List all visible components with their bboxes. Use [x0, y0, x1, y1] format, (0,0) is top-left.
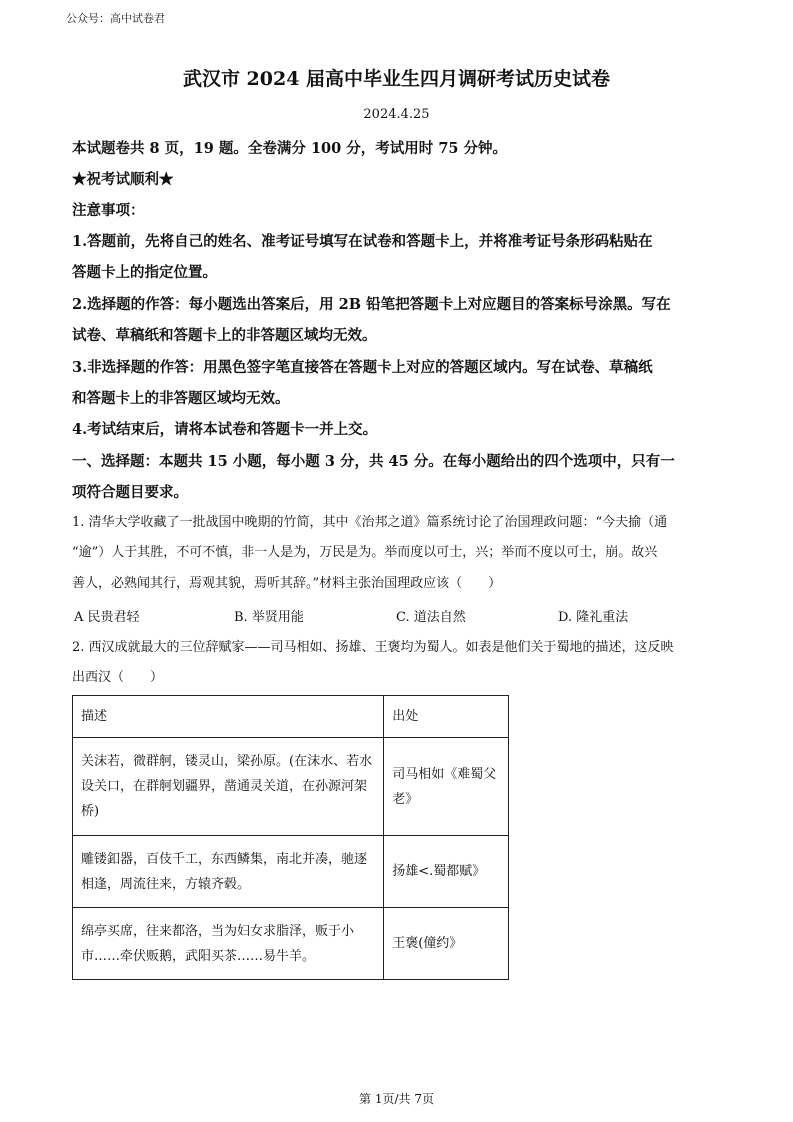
q1-option-c: C. 道法自然 — [396, 610, 466, 625]
notice-1b: 答题卡上的指定位置。 — [72, 264, 217, 281]
table-row — [73, 738, 509, 836]
q2-line-2: 出西汉（ ） — [72, 670, 164, 685]
table-row — [73, 836, 509, 908]
notice-4: 4.考试结束后，请将本试卷和答题卡一并上交。 — [72, 421, 378, 438]
q1-line-1: 1. 清华大学收藏了一批战国中晚期的竹简，其中《治邦之道》篇系统讨论了治国理政问题：“今夫揄（通 — [72, 515, 668, 530]
table-header-row — [73, 696, 509, 738]
table-row — [73, 908, 509, 980]
q1-option-a: A 民贵君轻 — [74, 610, 140, 625]
notice-2b: 试卷、草稿纸和答题卡上的非答题区域均无效。 — [72, 327, 377, 344]
exam-title: 武汉市 2024 届高中毕业生四月调研考试历史试卷 — [182, 68, 611, 90]
table-cell-source: 王褒(僮约》 — [384, 908, 509, 980]
q1-line-2: “逾”）人于其胜，不可不慎，非一人是为，万民是为。举而度以可士，兴；举而不度以可士，崩。故兴 — [72, 545, 658, 560]
q1-line-3: 善人，必熟闻其行，焉观其貌，焉听其辞。”材料主张治国理政应该（ ） — [72, 576, 502, 591]
source-table — [72, 695, 509, 980]
table-header-source: 出处 — [384, 696, 509, 738]
table-cell-source: 扬雄<.蜀都赋》 — [384, 836, 509, 908]
section1-heading-a: 一、选择题：本题共 15 小题，每小题 3 分，共 45 分。在每小题给出的四个选项中，只有一 — [72, 453, 675, 470]
notice-2a: 2.选择题的作答：每小题选出答案后，用 2B 铅笔把答题卡上对应题目的答案标号涂黑。写在 — [72, 296, 671, 313]
page-footer: 第 1页/共 7页 — [359, 1092, 434, 1106]
q1-option-d: D. 隆礼重法 — [558, 610, 629, 625]
table-header-desc: 描述 — [73, 696, 384, 738]
table-cell-desc: 雕镂釦器，百伎千工，东西鳞集，南北并凑，驰逐相逢，周流往来，方辕齐毂。 — [73, 836, 384, 908]
exam-date: 2024.4.25 — [363, 107, 430, 122]
q1-option-b: B. 举贤用能 — [234, 610, 304, 625]
section1-heading-b: 项符合题目要求。 — [72, 484, 188, 501]
notice-3b: 和答题卡上的非答题区域均无效。 — [72, 390, 290, 407]
table-cell-desc: 绵亭买席，往来都洛，当为妇女求脂泽，贩于小市……牵伏贩鹅，武阳买茶……易牛羊。 — [73, 908, 384, 980]
notice-1a: 1.答题前，先将自己的姓名、准考证号填写在试卷和答题卡上，并将准考证号条形码粘贴在 — [72, 233, 653, 250]
table-cell-desc: 关沫若，微群舸，镂灵山，梁孙原。(在沫水、若水设关口，在群舸划疆界，凿通灵关道，在孙源河架桥) — [73, 738, 384, 836]
header-note: 公众号：高中试卷君 — [66, 12, 165, 25]
notice-heading: 注意事项： — [72, 202, 145, 219]
intro-line-2: ★祝考试顺利★ — [72, 171, 174, 188]
notice-3a: 3.非选择题的作答：用黑色签字笔直接答在答题卡上对应的答题区域内。写在试卷、草稿纸 — [72, 359, 653, 376]
q2-line-1: 2. 西汉成就最大的三位辞赋家——司马相如、扬雄、王褒均为蜀人。如表是他们关于蜀地的描述，这反映 — [72, 640, 674, 655]
table-cell-source: 司马相如《难蜀父老》 — [384, 738, 509, 836]
intro-line-1: 本试题卷共 8 页，19 题。全卷满分 100 分，考试用时 75 分钟。 — [72, 140, 508, 157]
